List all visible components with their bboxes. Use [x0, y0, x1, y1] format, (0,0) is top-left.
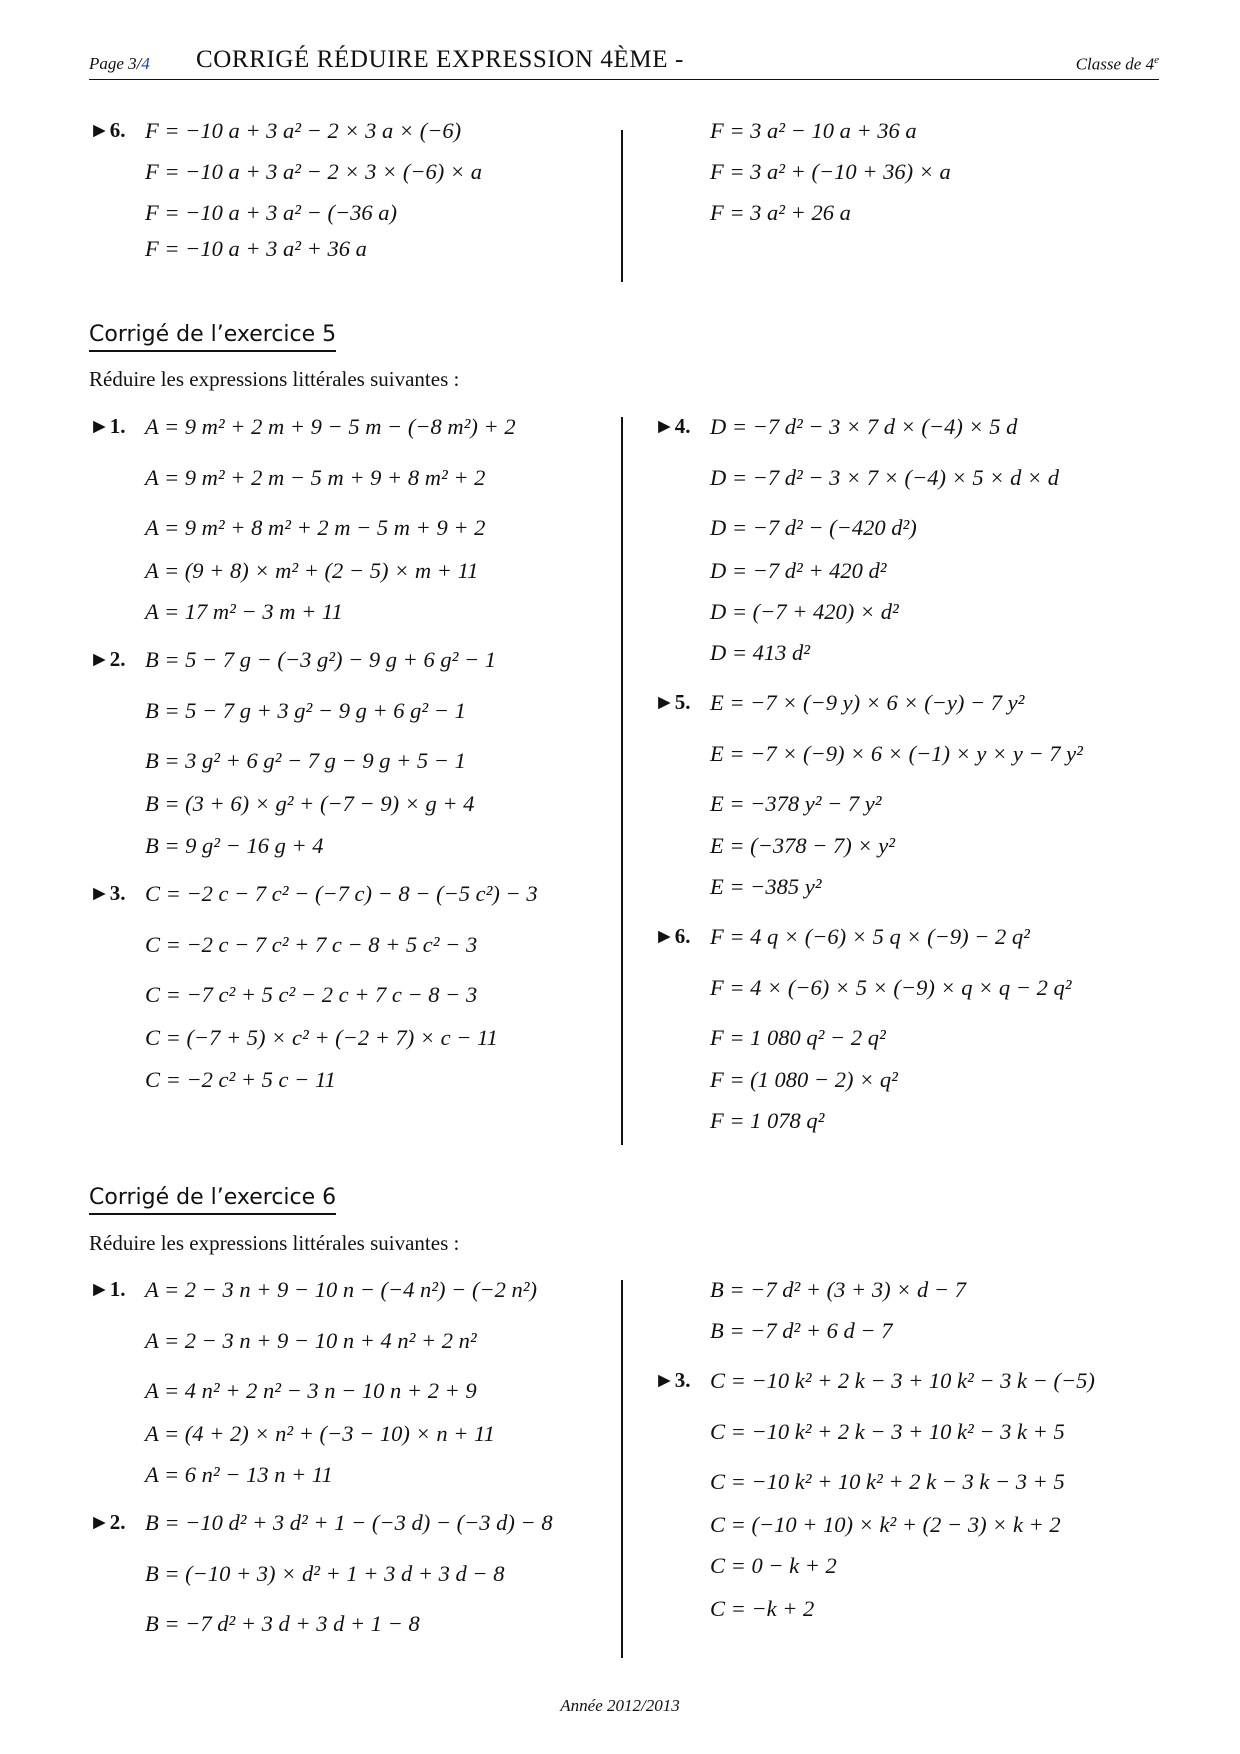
equation-text: A = (4 + 2) × n² + (−3 − 10) × n + 11	[145, 1421, 495, 1446]
equation-text: B = −7 d² + (3 + 3) × d − 7	[710, 1277, 966, 1302]
equation-text: F = 1 078 q²	[710, 1108, 825, 1133]
equation-text: F = −10 a + 3 a² − 2 × 3 × (−6) × a	[145, 159, 482, 184]
equation-text: C = −10 k² + 2 k − 3 + 10 k² − 3 k + 5	[710, 1419, 1065, 1444]
column-divider	[621, 130, 623, 282]
equation-text: C = −7 c² + 5 c² − 2 c + 7 c − 8 − 3	[145, 982, 478, 1007]
document-title: CORRIGÉ RÉDUIRE EXPRESSION 4ÈME -	[196, 46, 684, 73]
equation-text: A = 2 − 3 n + 9 − 10 n + 4 n² + 2 n²	[145, 1328, 477, 1353]
exercise-5-title	[89, 322, 336, 352]
equation-text: C = −2 c − 7 c² − (−7 c) − 8 − (−5 c²) − 3	[145, 881, 538, 906]
equation-text: A = 9 m² + 2 m + 9 − 5 m − (−8 m²) + 2	[145, 414, 516, 439]
equation-text: B = −10 d² + 3 d² + 1 − (−3 d) − (−3 d) − 8	[145, 1510, 553, 1535]
item-number: ►1.	[89, 1277, 126, 1301]
page-header	[89, 44, 1159, 80]
equation-text: F = −10 a + 3 a² − (−36 a)	[145, 200, 398, 225]
item-number: ►3.	[654, 1368, 691, 1392]
equation-text: A = 6 n² − 13 n + 11	[145, 1462, 333, 1487]
equation-text: F = (1 080 − 2) × q²	[710, 1067, 898, 1092]
equation-text: A = 17 m² − 3 m + 11	[145, 599, 343, 624]
top-block	[89, 118, 1159, 283]
page-total-link[interactable]: 4	[141, 54, 150, 73]
equation-text: D = −7 d² + 420 d²	[710, 558, 887, 583]
equation-text: B = 3 g² + 6 g² − 7 g − 9 g + 5 − 1	[145, 748, 466, 773]
equation-text: C = (−10 + 10) × k² + (2 − 3) × k + 2	[710, 1512, 1061, 1537]
page-footer: Année 2012/2013	[560, 1696, 680, 1715]
equation-text: E = −7 × (−9) × 6 × (−1) × y × y − 7 y²	[710, 741, 1083, 766]
equation-text: F = −10 a + 3 a² + 36 a	[145, 236, 367, 261]
equation-text: C = −10 k² + 2 k − 3 + 10 k² − 3 k − (−5)	[710, 1368, 1095, 1393]
equation-text: C = −2 c − 7 c² + 7 c − 8 + 5 c² − 3	[145, 932, 478, 957]
equation-text: A = 2 − 3 n + 9 − 10 n − (−4 n²) − (−2 n²)	[145, 1277, 538, 1302]
equation-text: D = −7 d² − (−420 d²)	[710, 515, 917, 540]
equation-text: C = −10 k² + 10 k² + 2 k − 3 k − 3 + 5	[710, 1469, 1065, 1494]
item-number: ►5.	[654, 690, 691, 714]
exercise-6-title-text: Corrigé de l’exercice 6	[89, 1185, 336, 1215]
equation-text: F = 4 × (−6) × 5 × (−9) × q × q − 2 q²	[710, 975, 1072, 1000]
equation-text: F = −10 a + 3 a² − 2 × 3 a × (−6)	[145, 118, 462, 143]
equation-text: D = −7 d² − 3 × 7 × (−4) × 5 × d × d	[710, 465, 1060, 490]
equation-text: A = 9 m² + 8 m² + 2 m − 5 m + 9 + 2	[145, 515, 486, 540]
equation-text: D = (−7 + 420) × d²	[710, 599, 899, 624]
equation-text: F = 1 080 q² − 2 q²	[710, 1025, 886, 1050]
equation-text: A = 9 m² + 2 m − 5 m + 9 + 8 m² + 2	[145, 465, 486, 490]
equation-text: E = −7 × (−9 y) × 6 × (−y) − 7 y²	[710, 690, 1025, 715]
equation-text: F = 3 a² + (−10 + 36) × a	[710, 159, 951, 184]
equation-text: F = 3 a² + 26 a	[710, 200, 851, 225]
item-number: ►6.	[89, 118, 126, 142]
exercise-5-instruction: Réduire les expressions littérales suivantes :	[89, 367, 460, 391]
exercise-6-block	[89, 1277, 1159, 1667]
equation-text: E = (−378 − 7) × y²	[710, 833, 895, 858]
item-number: ►4.	[654, 414, 691, 438]
equation-text: C = (−7 + 5) × c² + (−2 + 7) × c − 11	[145, 1025, 498, 1050]
item-number: ►2.	[89, 647, 126, 671]
equation-text: B = (3 + 6) × g² + (−7 − 9) × g + 4	[145, 791, 475, 816]
equation-text: C = −k + 2	[710, 1596, 815, 1621]
equation-text: B = 9 g² − 16 g + 4	[145, 833, 324, 858]
column-divider	[621, 1280, 623, 1658]
column-divider	[621, 417, 623, 1145]
exercise-5-title-text: Corrigé de l’exercice 5	[89, 322, 336, 352]
equation-text: B = (−10 + 3) × d² + 1 + 3 d + 3 d − 8	[145, 1561, 505, 1586]
exercise-6-instruction: Réduire les expressions littérales suivantes :	[89, 1231, 460, 1255]
item-number: ►1.	[89, 414, 126, 438]
equation-text: E = −378 y² − 7 y²	[710, 791, 882, 816]
exercise-5-block	[89, 414, 1159, 1154]
class-text: Classe de 4	[1075, 54, 1155, 74]
equation-text: C = 0 − k + 2	[710, 1553, 837, 1578]
item-number: ►3.	[89, 881, 126, 905]
equation-text: B = 5 − 7 g + 3 g² − 9 g + 6 g² − 1	[145, 698, 466, 723]
item-number: ►2.	[89, 1510, 126, 1534]
equation-text: A = 4 n² + 2 n² − 3 n − 10 n + 2 + 9	[145, 1378, 477, 1403]
equation-text: B = −7 d² + 6 d − 7	[710, 1318, 893, 1343]
page-number	[89, 54, 150, 74]
equation-text: C = −2 c² + 5 c − 11	[145, 1067, 336, 1092]
equation-text: B = 5 − 7 g − (−3 g²) − 9 g + 6 g² − 1	[145, 647, 497, 672]
page-prefix: Page 3/	[89, 54, 142, 73]
exercise-6-title	[89, 1185, 336, 1215]
class-superscript: e	[1154, 54, 1159, 66]
equation-text: D = 413 d²	[710, 640, 811, 665]
equation-text: F = 4 q × (−6) × 5 q × (−9) − 2 q²	[710, 924, 1030, 949]
class-label	[1076, 54, 1159, 75]
equation-text: B = −7 d² + 3 d + 3 d + 1 − 8	[145, 1611, 420, 1636]
equation-text: F = 3 a² − 10 a + 36 a	[710, 118, 917, 143]
equation-text: A = (9 + 8) × m² + (2 − 5) × m + 11	[145, 558, 479, 583]
equation-text: E = −385 y²	[710, 874, 822, 899]
item-number: ►6.	[654, 924, 691, 948]
equation-text: D = −7 d² − 3 × 7 d × (−4) × 5 d	[710, 414, 1018, 439]
